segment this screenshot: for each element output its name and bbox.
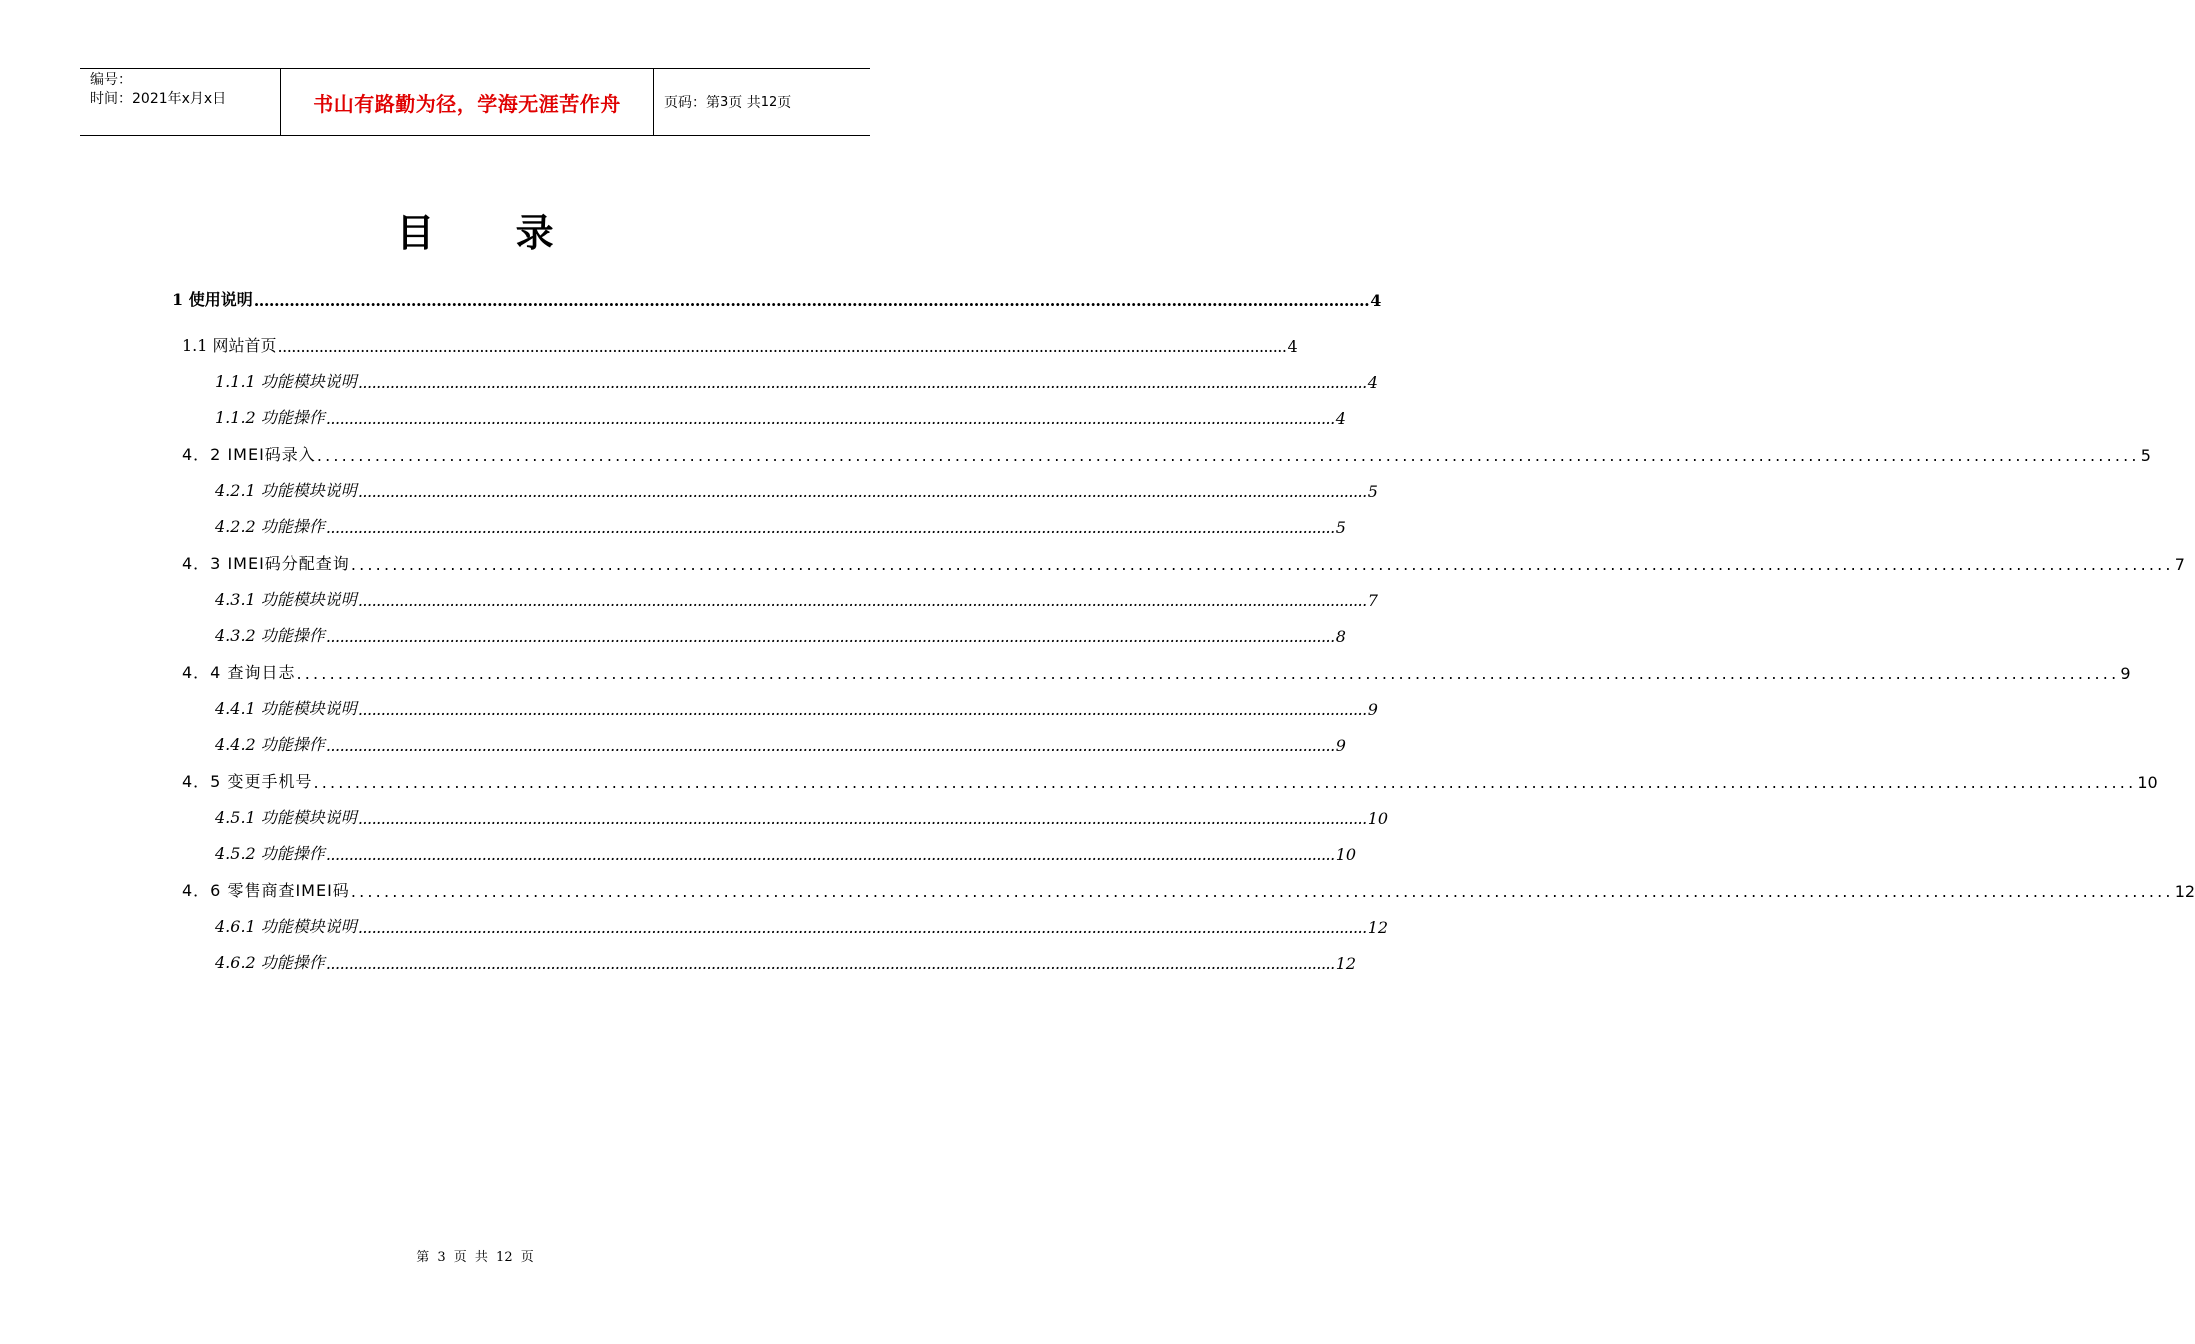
toc-entry-page: 10	[2137, 773, 2158, 792]
toc-entry[interactable]	[215, 911, 1389, 937]
header-page-mid: 页 共	[728, 95, 761, 111]
toc-entry-page: 7	[1367, 591, 1378, 610]
toc-entry[interactable]	[182, 766, 2158, 792]
document-date: 时间：2021年x月x日	[90, 91, 227, 107]
header-page-cell	[654, 69, 870, 135]
header-page-total: 12	[760, 94, 778, 110]
toc-entry[interactable]	[215, 402, 1346, 428]
header-page-prefix: 页码：第	[664, 95, 720, 111]
toc-entry-page: 4	[1335, 409, 1346, 428]
toc-entry[interactable]	[182, 875, 2195, 901]
toc-entry-text: 4．5 变更手机号	[182, 772, 313, 791]
document-number-label: 编号：	[90, 72, 132, 88]
toc-entry-text: 4.4.2 功能操作	[215, 735, 325, 754]
toc-entry[interactable]	[215, 584, 1378, 610]
toc-entry-page: 4	[1287, 337, 1298, 356]
toc-entry[interactable]	[182, 657, 2131, 683]
header-motto-cell	[281, 69, 654, 135]
toc-entry[interactable]	[182, 548, 2185, 574]
toc-entry-page: 12	[2174, 882, 2195, 901]
header-motto: 书山有路勤为径，学海无涯苦作舟	[313, 91, 621, 116]
toc-entry-text: 4.2.1 功能模块说明	[215, 481, 357, 500]
toc-entry[interactable]	[215, 729, 1346, 755]
toc-entry-page: 10	[1335, 845, 1357, 864]
toc-entry-page: 9	[2120, 664, 2131, 683]
toc-entry-page: 4	[1367, 373, 1378, 392]
header-meta-cell	[80, 69, 281, 135]
toc-entry-page: 8	[1335, 627, 1346, 646]
toc-entry-text: 1.1.2 功能操作	[215, 408, 325, 427]
toc-entry[interactable]	[215, 693, 1378, 719]
toc-entry-text: 4.5.2 功能操作	[215, 844, 325, 863]
toc-entry-text: 4.5.1 功能模块说明	[215, 808, 357, 827]
toc-entry-page: 5	[1367, 482, 1378, 501]
toc-leader-dots: ............................................................................................................................................................................................................................	[313, 773, 2137, 792]
toc-entry-text: 4.4.1 功能模块说明	[215, 699, 357, 718]
toc-leader-dots: ............................................................................................................................................................................................................................	[325, 736, 1335, 755]
page-header	[80, 68, 870, 136]
header-page-current: 3	[720, 94, 729, 110]
page-footer: 第 3 页 共 12 页	[416, 1250, 534, 1265]
toc-entry[interactable]	[215, 620, 1346, 646]
toc-entry[interactable]	[215, 511, 1346, 537]
header-page-suffix: 页	[777, 95, 792, 111]
toc-entry-page: 5	[2140, 446, 2151, 465]
toc-entry-page: 10	[1367, 809, 1389, 828]
toc-entry[interactable]	[215, 366, 1378, 392]
toc-entry-page: 9	[1367, 700, 1378, 719]
toc-entry-text: 1 使用说明	[172, 290, 253, 309]
toc-leader-dots: ............................................................................................................................................................................................................................	[316, 446, 2140, 465]
toc-entry-page: 12	[1367, 918, 1389, 937]
toc-entry-page: 12	[1335, 954, 1357, 973]
toc-entry[interactable]	[172, 284, 1382, 310]
toc-entry-text: 4．4 查询日志	[182, 663, 296, 682]
toc-entry[interactable]	[182, 330, 1298, 356]
toc-entry[interactable]	[215, 802, 1389, 828]
toc-entry-page: 4	[1370, 291, 1382, 310]
toc-leader-dots: ............................................................................................................................................................................................................................	[325, 518, 1335, 537]
toc-leader-dots: ............................................................................................................................................................................................................................	[357, 700, 1367, 719]
toc-leader-dots: ............................................................................................................................................................................................................................	[325, 954, 1335, 973]
toc-title: 目 录	[396, 211, 588, 255]
toc-entry-text: 4.2.2 功能操作	[215, 517, 325, 536]
toc-leader-dots: ............................................................................................................................................................................................................................	[350, 882, 2174, 901]
toc-leader-dots: ............................................................................................................................................................................................................................	[325, 627, 1335, 646]
toc-leader-dots: ............................................................................................................................................................................................................................	[357, 591, 1367, 610]
toc-entry-page: 5	[1335, 518, 1346, 537]
toc-entry[interactable]	[215, 947, 1357, 973]
toc-leader-dots: ............................................................................................................................................................................................................................	[296, 664, 2120, 683]
toc-entry[interactable]	[215, 475, 1378, 501]
toc-leader-dots: ............................................................................................................................................................................................................................	[350, 555, 2174, 574]
toc-leader-dots: ............................................................................................................................................................................................................................	[277, 337, 1287, 356]
toc-leader-dots: ............................................................................................................................................................................................................................	[357, 918, 1367, 937]
toc-entry-text: 4.3.2 功能操作	[215, 626, 325, 645]
toc-entry-text: 1.1.1 功能模块说明	[215, 372, 357, 391]
toc-leader-dots: ............................................................................................................................................................................................................................	[357, 482, 1367, 501]
toc-entry-page: 7	[2174, 555, 2185, 574]
toc-entry-text: 4.3.1 功能模块说明	[215, 590, 357, 609]
toc-entry-text: 4．6 零售商查IMEI码	[182, 881, 350, 900]
toc-entry[interactable]	[182, 439, 2151, 465]
toc-leader-dots: ............................................................................................................................................................................................................................	[325, 409, 1335, 428]
toc-leader-dots: ............................................................................................................................................................................................................................	[325, 845, 1335, 864]
toc-entry-text: 4.6.1 功能模块说明	[215, 917, 357, 936]
toc-entry-text: 4．2 IMEI码录入	[182, 445, 316, 464]
toc-entry-page: 9	[1335, 736, 1346, 755]
toc-entry-text: 4.6.2 功能操作	[215, 953, 325, 972]
toc-entry-text: 1.1 网站首页	[182, 336, 277, 355]
toc-entry[interactable]	[215, 838, 1357, 864]
toc-entry-text: 4．3 IMEI码分配查询	[182, 554, 350, 573]
toc-leader-dots: ............................................................................................................................................................................................................................	[357, 373, 1367, 392]
toc-leader-dots: ............................................................................................................................................................................................................................	[253, 291, 1370, 310]
toc-leader-dots: ............................................................................................................................................................................................................................	[357, 809, 1367, 828]
